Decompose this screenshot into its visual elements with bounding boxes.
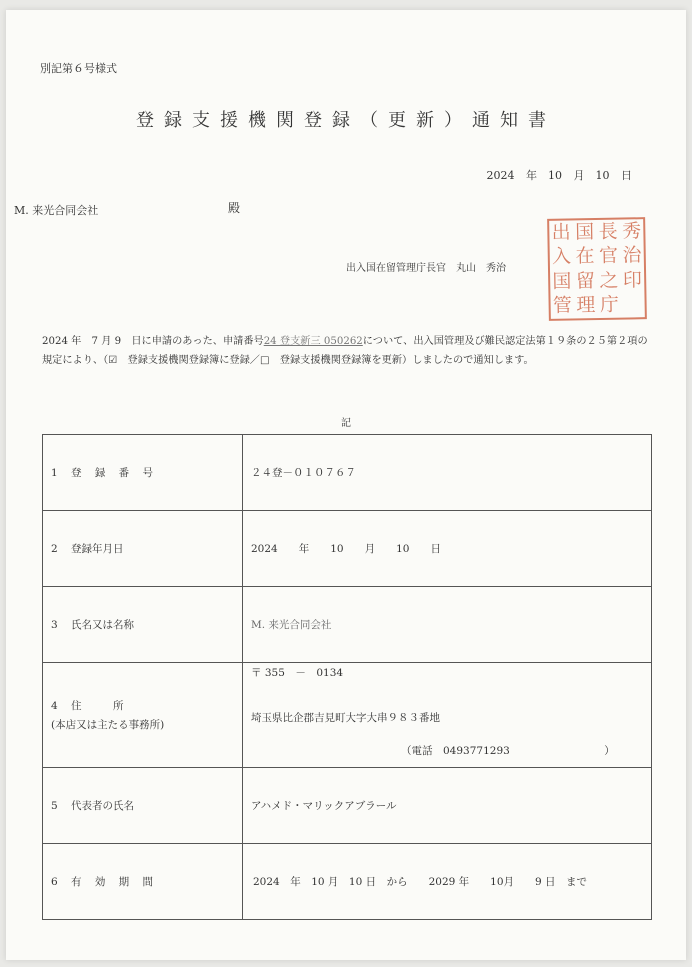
seal-char: 官: [598, 244, 619, 268]
recipient-honorific: 殿: [228, 201, 241, 215]
table-row: [43, 844, 652, 920]
issue-date: 2024 年 10 月 10 日: [486, 169, 632, 182]
seal-char: 理: [576, 294, 596, 317]
application-number: 24 登支新三 050262: [263, 336, 363, 347]
notice-document: [6, 10, 686, 960]
seal-char: 国: [552, 270, 572, 293]
row-label: 住 所: [71, 700, 124, 712]
row-number: 5: [51, 800, 58, 812]
seal-char: 之: [599, 269, 619, 292]
seal-char: 長: [598, 220, 618, 243]
row-number: 1: [51, 467, 58, 479]
form-number: 別記第６号様式: [40, 62, 117, 75]
seal-char: 庁: [599, 293, 620, 317]
row-number: 2: [51, 543, 58, 555]
registration-date: 2024 年 10 月 10 日: [243, 511, 652, 587]
ki-heading: 記: [341, 418, 351, 429]
row-label: 有 効 期 間: [71, 876, 159, 888]
table-row: [43, 511, 652, 587]
body-part-2: について、出入国管理及び難民認定法第１９条の２５第２項の規定により、（☑ 登録支援機関登録簿に登録／□ 登録支援機関登録簿を更新）しましたので通知します。: [42, 336, 648, 366]
validity-period: 2024 年 10 月 10 日 から 2029 年 10月 9 日 まで: [243, 844, 652, 920]
row-sublabel: (本店又は主たる事務所): [51, 719, 165, 731]
row-label: 代表者の氏名: [71, 800, 134, 812]
recipient-name: M. 来光合同会社: [14, 204, 99, 217]
seal-char: 印: [622, 268, 643, 292]
registration-table: [42, 434, 652, 920]
address: 埼玉県比企郡吉見町大字大串９８３番地: [251, 711, 440, 724]
row-label: 氏名又は名称: [71, 619, 134, 631]
seal-char: 出: [551, 221, 571, 244]
seal-char: 留: [575, 269, 596, 293]
registration-number: ２４登－０１０７６７: [243, 435, 652, 511]
row-number: 4: [51, 700, 58, 712]
seal-char: 治: [622, 244, 642, 267]
company-name: M. 来光合同会社: [243, 587, 652, 663]
row-label: 登録年月日: [71, 543, 124, 555]
row-label: 登 録 番 号: [71, 467, 159, 479]
seal-char: 秀: [621, 219, 642, 243]
seal-char: 国: [574, 220, 595, 244]
postal-code: 〒 355 － 0134: [251, 666, 344, 679]
row-number: 3: [51, 619, 58, 631]
seal-char: 入: [551, 245, 572, 269]
official-seal-stamp: [547, 217, 647, 321]
table-row: [43, 435, 652, 511]
table-row: [43, 663, 652, 768]
issuer-name: 出入国在留管理庁長官 丸山 秀治: [346, 263, 506, 274]
seal-char: 在: [575, 245, 595, 268]
notice-body: [42, 332, 652, 370]
table-row: [43, 768, 652, 844]
document-title: 登録支援機関登録（更新）通知書: [136, 110, 556, 131]
table-row: [43, 587, 652, 663]
row-number: 6: [51, 876, 58, 888]
body-part-1: 2024 年 7 月 9 日に申請のあった、申請番号: [42, 336, 264, 347]
phone-number: （電話 0493771293 ）: [401, 744, 615, 757]
seal-char: 管: [552, 294, 573, 318]
representative-name: アハメド・マリックアブラール: [243, 768, 652, 844]
